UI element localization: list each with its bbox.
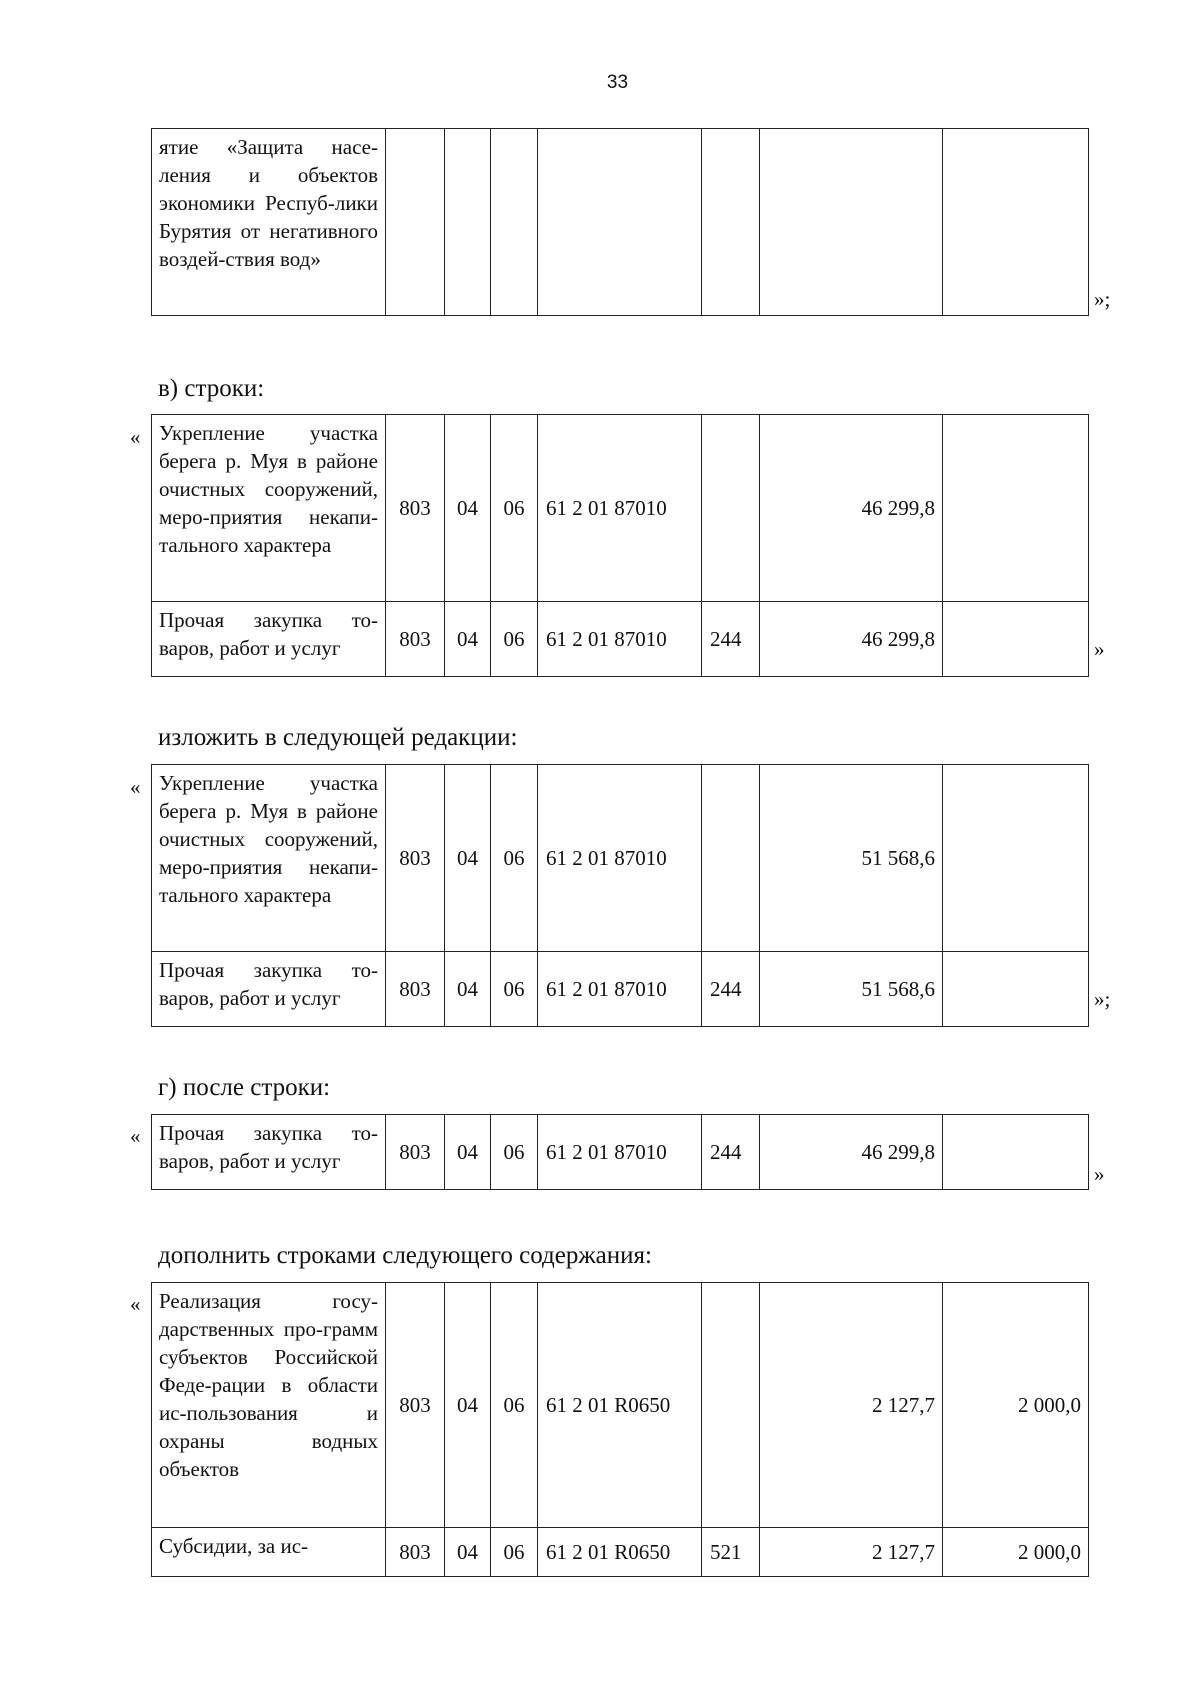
grbs-cell [386, 129, 445, 316]
sum2-cell: 2 000,0 [943, 1528, 1089, 1577]
row-name-cell: Укрепление участка берега р. Муя в районе очистных сооружений, меро-приятия некапи-тального характера [152, 415, 386, 602]
table-row [152, 1528, 1089, 1577]
grbs-cell: 803 [386, 765, 445, 952]
sum1-cell: 51 568,6 [760, 952, 943, 1027]
budget-table-continuation [151, 128, 1089, 316]
pr-cell: 06 [491, 952, 538, 1027]
section-heading-g: г) после строки: [158, 1074, 331, 1101]
budget-table-old-rows [151, 414, 1089, 677]
row-name-cell: Укрепление участка берега р. Муя в районе очистных сооружений, меро-приятия некапи-тального характера [152, 765, 386, 952]
sum2-cell [943, 765, 1089, 952]
vr-cell [702, 415, 760, 602]
sum1-cell [760, 129, 943, 316]
pr-cell [491, 129, 538, 316]
row-name-cell: ятие «Защита насе-ления и объектов экономики Респуб-лики Бурятия от негативного воздей-ствия вод» [152, 129, 386, 316]
csr-cell: 61 2 01 87010 [538, 952, 702, 1027]
budget-table-after-row [151, 1114, 1089, 1190]
close-quote-mark: » [1094, 637, 1105, 661]
grbs-cell: 803 [386, 952, 445, 1027]
grbs-cell: 803 [386, 1528, 445, 1577]
section-heading-add: дополнить строками следующего содержания: [158, 1242, 652, 1269]
table-row [152, 1115, 1089, 1190]
pr-cell: 06 [491, 415, 538, 602]
sum1-cell: 46 299,8 [760, 1115, 943, 1190]
csr-cell: 61 2 01 87010 [538, 1115, 702, 1190]
vr-cell: 244 [702, 602, 760, 677]
pr-cell: 06 [491, 1115, 538, 1190]
section-heading-v: в) строки: [158, 375, 265, 402]
sum1-cell: 51 568,6 [760, 765, 943, 952]
csr-cell: 61 2 01 87010 [538, 602, 702, 677]
vr-cell [702, 1283, 760, 1528]
sum1-cell: 2 127,7 [760, 1283, 943, 1528]
rz-cell: 04 [445, 415, 491, 602]
rz-cell: 04 [445, 602, 491, 677]
rz-cell: 04 [445, 765, 491, 952]
sum2-cell: 2 000,0 [943, 1283, 1089, 1528]
sum1-cell: 46 299,8 [760, 602, 943, 677]
table-row [152, 415, 1089, 602]
grbs-cell: 803 [386, 415, 445, 602]
sum1-cell: 2 127,7 [760, 1528, 943, 1577]
sum2-cell [943, 1115, 1089, 1190]
csr-cell: 61 2 01 87010 [538, 415, 702, 602]
csr-cell: 61 2 01 R0650 [538, 1528, 702, 1577]
sum2-cell [943, 129, 1089, 316]
table-row [152, 765, 1089, 952]
table-row [152, 952, 1089, 1027]
page-number: 33 [606, 72, 629, 93]
csr-cell: 61 2 01 87010 [538, 765, 702, 952]
row-name-cell: Прочая закупка то-варов, работ и услуг [152, 602, 386, 677]
close-quote-mark: »; [1094, 987, 1111, 1011]
rz-cell: 04 [445, 1528, 491, 1577]
pr-cell: 06 [491, 1283, 538, 1528]
pr-cell: 06 [491, 602, 538, 677]
table-row [152, 129, 1089, 316]
vr-cell: 521 [702, 1528, 760, 1577]
vr-cell [702, 765, 760, 952]
csr-cell: 61 2 01 R0650 [538, 1283, 702, 1528]
pr-cell: 06 [491, 765, 538, 952]
grbs-cell: 803 [386, 1115, 445, 1190]
grbs-cell: 803 [386, 602, 445, 677]
sum1-cell: 46 299,8 [760, 415, 943, 602]
row-name-cell: Прочая закупка то-варов, работ и услуг [152, 1115, 386, 1190]
pr-cell: 06 [491, 1528, 538, 1577]
open-quote-mark: « [130, 775, 141, 799]
open-quote-mark: « [130, 1124, 141, 1148]
row-name-cell: Прочая закупка то-варов, работ и услуг [152, 952, 386, 1027]
row-name-cell: Субсидии, за ис- [152, 1528, 386, 1577]
close-quote-mark: » [1094, 1162, 1105, 1186]
budget-table-added-rows [151, 1282, 1089, 1577]
rz-cell: 04 [445, 1115, 491, 1190]
budget-table-new-rows [151, 764, 1089, 1027]
vr-cell [702, 129, 760, 316]
rz-cell [445, 129, 491, 316]
rz-cell: 04 [445, 952, 491, 1027]
vr-cell: 244 [702, 952, 760, 1027]
section-heading-new-edition: изложить в следующей редакции: [158, 724, 518, 751]
table-row [152, 1283, 1089, 1528]
close-quote-mark: »; [1094, 287, 1111, 311]
table-row [152, 602, 1089, 677]
open-quote-mark: « [130, 1292, 141, 1316]
row-name-cell: Реализация госу-дарственных про-грамм субъектов Российской Феде-рации в области ис-пользования и охраны водных объектов [152, 1283, 386, 1528]
csr-cell [538, 129, 702, 316]
sum2-cell [943, 415, 1089, 602]
sum2-cell [943, 952, 1089, 1027]
grbs-cell: 803 [386, 1283, 445, 1528]
sum2-cell [943, 602, 1089, 677]
vr-cell: 244 [702, 1115, 760, 1190]
rz-cell: 04 [445, 1283, 491, 1528]
open-quote-mark: « [130, 425, 141, 449]
